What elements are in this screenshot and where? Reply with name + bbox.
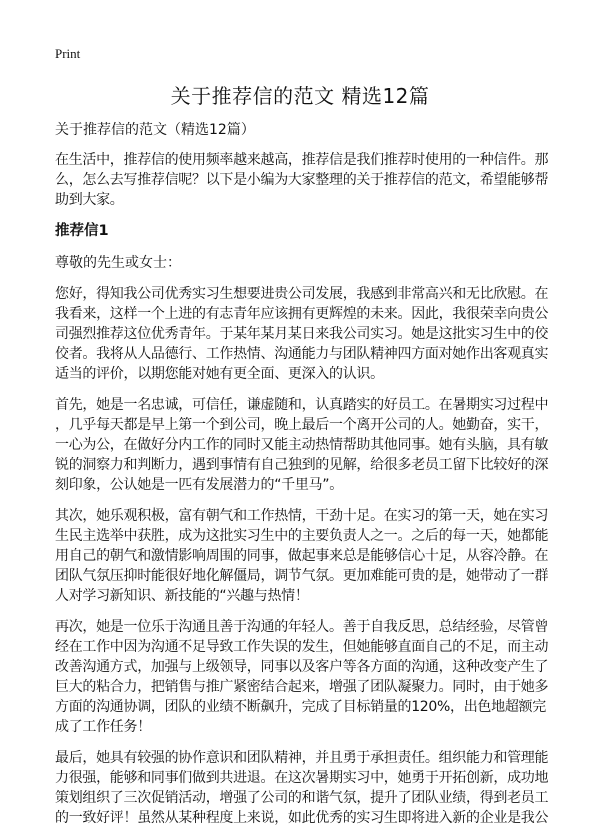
text-line: 锐的洞察力和判断力，遇到事情有自己独到的见解，给很多老员工留下比较好的深 [55, 457, 549, 473]
text-line: ，几乎每天都是早上第一个到公司，晚上最后一个离开公司的人。她勤奋，实干， [55, 417, 549, 433]
print-link[interactable]: Print [55, 46, 81, 61]
text-line: 力很强，能够和同事们做到共进退。在这次暑期实习中，她勇于开拓创新，成功地 [55, 770, 549, 786]
text-line: 适当的评价，以期您能对她有更全面、更深入的认识。 [55, 366, 384, 382]
text-line: 生民主选举中获胜，成为这批实习生中的主要负责人之一。之后的每一天，她都能 [55, 528, 549, 544]
text-line: 再次，她是一位乐于沟通且善于沟通的年轻人。善于自我反思，总结经验，尽管曾 [55, 619, 549, 635]
text-line: 一心为公，在做好分内工作的同时又能主动热情帮助其他同事。她有头脑，具有敏 [55, 437, 549, 453]
text-line: 改善沟通方式，加强与上级领导，同事以及客户等各方面的沟通，这种改变产生了 [55, 659, 549, 675]
body-paragraph [55, 748, 555, 828]
salutation: 尊敬的先生或女士： [55, 255, 181, 271]
text-line: 其次，她乐观积极，富有朝气和工作热情，干劲十足。在实习的第一天，她在实习 [55, 508, 549, 524]
document-body [55, 120, 555, 839]
text-line: 巨大的粘合力，把销售与推广紧密结合起来，增强了团队凝聚力。同时，由于她多 [55, 679, 549, 695]
body-paragraph [55, 395, 555, 495]
text-line: 首先，她是一名忠诚，可信任，谦虚随和，认真踏实的好员工。在暑期实习过程中 [55, 397, 549, 413]
section-heading: 推荐信1 [55, 223, 109, 239]
text-line: 您好，得知我公司优秀实习生想要进贵公司发展，我感到非常高兴和无比欣慰。在 [55, 286, 549, 302]
body-paragraph [55, 284, 555, 384]
text-line: 佼者。我将从人品德行、工作热情、沟通能力与团队精神四方面对她作出客观真实 [55, 346, 549, 362]
body-paragraph [55, 617, 555, 737]
subtitle: 关于推荐信的范文（精选12篇） [55, 122, 255, 138]
text-line: 最后，她具有较强的协作意识和团队精神，并且勇于承担责任。组织能力和管理能 [55, 750, 549, 766]
text-line: 策划组织了三次促销活动，增强了公司的和谐气氛，提升了团队业绩，得到老员工 [55, 790, 549, 806]
page-title: 关于推荐信的范文 精选12篇 [170, 84, 430, 108]
text-line: 我看来，这样一个上进的有志青年应该拥有更辉煌的未来。因此，我很荣幸向贵公 [55, 306, 549, 322]
text-line: 团队气氛压抑时能很好地化解僵局，调节气氛。更加难能可贵的是，她带动了一群 [55, 568, 549, 584]
text-line: 在生活中，推荐信的使用频率越来越高，推荐信是我们推荐时使用的一种信件。那 [55, 152, 549, 168]
text-line: 用自己的朝气和激情影响周围的同事，做起事来总是能够信心十足，从容冷静。在 [55, 548, 549, 564]
body-paragraph [55, 506, 555, 606]
text-line: 的一致好评！虽然从某种程度上来说，如此优秀的实习生即将进入新的企业是我公 [55, 810, 549, 826]
text-line: 成了工作任务！ [55, 719, 151, 735]
text-line: 司强烈推荐这位优秀青年。于某年某月某日来我公司实习。她是这批实习生中的佼 [55, 326, 549, 342]
text-line: 方面的沟通协调，团队的业绩不断飙升，完成了目标销量的120%，出色地超额完 [55, 699, 546, 715]
intro-paragraph [55, 150, 555, 210]
text-line: 助到大家。 [55, 192, 124, 208]
text-line: 刻印象，公认她是一匹有发展潜力的“千里马”。 [55, 477, 343, 493]
text-line: 么，怎么去写推荐信呢？以下是小编为大家整理的关于推荐信的范文，希望能够帮 [55, 172, 549, 188]
text-line: 经在工作中因为沟通不足导致工作失误的发生，但她能够直面自己的不足，而主动 [55, 639, 549, 655]
text-line: 人对学习新知识、新技能的“兴趣与热情！ [55, 588, 309, 604]
